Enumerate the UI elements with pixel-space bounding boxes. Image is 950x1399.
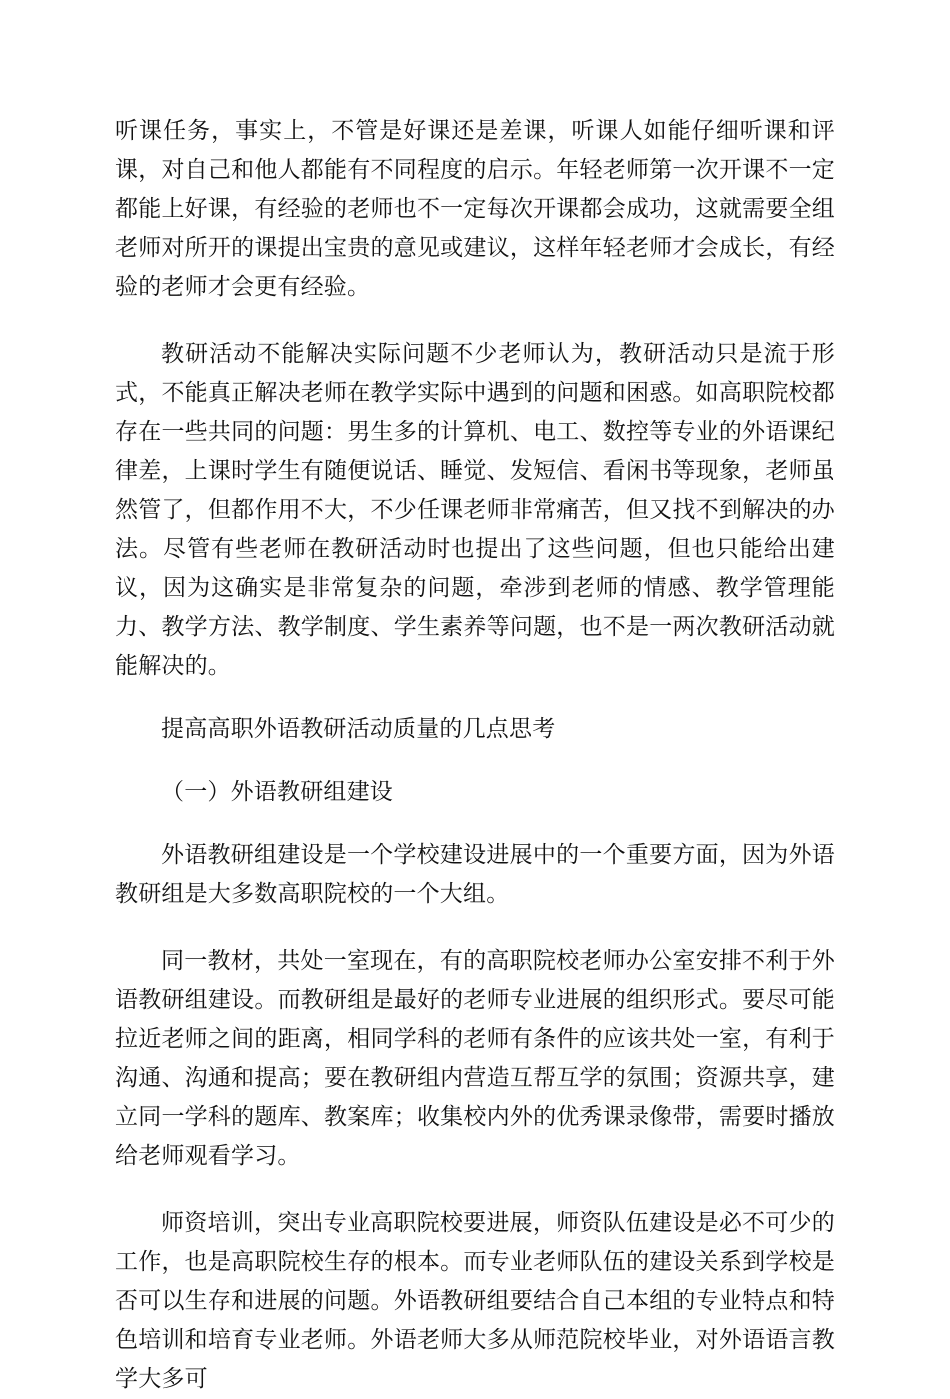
document-body (115, 112, 835, 1399)
paragraph-lesson-observation: 听课任务，事实上，不管是好课还是差课，听课人如能仔细听课和评课，对自己和他人都能有不同程度的启示。年轻老师第一次开课不一定都能上好课，有经验的老师也不一定每次开课都会成功，这就需要全组老师对所开的课提出宝贵的意见或建议，这样年轻老师才会成长，有经验的老师才会更有经验。 (115, 118, 835, 300)
paragraph-same-materials: 同一教材，共处一室现在，有的高职院校老师办公室安排不利于外语教研组建设。而教研组是最好的老师专业进展的组织形式。要尽可能拉近老师之间的距离，相同学科的老师有条件的应该共处一室，有利于沟通、沟通和提高；要在教研组内营造互帮互学的氛围；资源共享，建立同一学科的题库、教案库；收集校内外的优秀课录像带，需要时播放给老师观看学习。 (115, 948, 835, 1169)
paragraph-teacher-training: 师资培训，突出专业高职院校要进展，师资队伍建设是必不可少的工作，也是高职院校生存的根本。而专业老师队伍的建设关系到学校是否可以生存和进展的问题。外语教研组要结合自己本组的专业特点和特色培训和培育专业老师。外语老师大多从师范院校毕业，对外语语言教学大多可 (115, 1210, 835, 1392)
section-heading-thoughts: 提高高职外语教研活动质量的几点思考 (161, 716, 556, 742)
paragraph-research-problems: 教研活动不能解决实际问题不少老师认为，教研活动只是流于形式，不能真正解决老师在教学实际中遇到的问题和困惑。如高职院校都存在一些共同的问题：男生多的计算机、电工、数控等专业的外语课纪律差，上课时学生有随便说话、睡觉、发短信、看闲书等现象，老师虽然管了，但都作用不大，不少任课老师非常痛苦，但又找不到解决的办法。尽管有些老师在教研活动时也提出了这些问题，但也只能给出建议，因为这确实是非常复杂的问题，牵涉到老师的情感、教学管理能力、教学方法、教学制度、学生素养等问题，也不是一两次教研活动就能解决的。 (115, 341, 835, 679)
paragraph-group-building: 外语教研组建设是一个学校建设进展中的一个重要方面，因为外语教研组是大多数高职院校的一个大组。 (115, 842, 835, 907)
subsection-heading-group-building: （一）外语教研组建设 (161, 779, 393, 805)
